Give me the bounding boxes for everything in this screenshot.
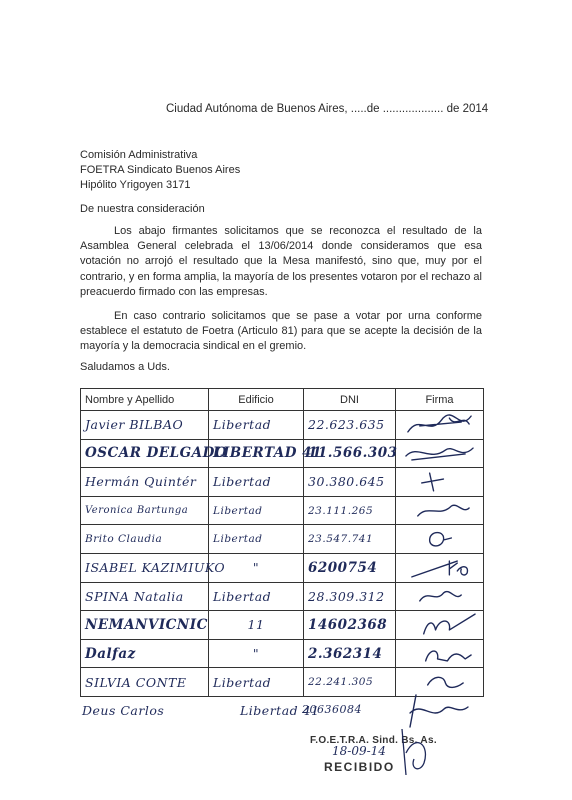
stamp-label: RECIBIDO xyxy=(324,760,395,774)
table-row xyxy=(81,496,484,525)
signer-signature xyxy=(396,468,484,497)
signer-signature xyxy=(396,439,484,468)
column-header-building: Edificio xyxy=(209,389,304,411)
table-row xyxy=(81,439,484,468)
signer-building: Libertad xyxy=(209,582,304,611)
dateline: Ciudad Autónoma de Buenos Aires, .....de ................... de 2014 xyxy=(166,103,489,115)
table-row xyxy=(81,553,484,582)
signer-name: OSCAR DELGADO xyxy=(81,439,209,468)
signer-building: Libertad xyxy=(209,411,304,440)
signer-name: Deus Carlos xyxy=(82,703,165,718)
signer-signature xyxy=(396,496,484,525)
signer-dni: 23.111.265 xyxy=(304,496,396,525)
recipient-line-1: Comisión Administrativa xyxy=(80,149,198,161)
signer-building: Libertad xyxy=(209,525,304,554)
signer-name: Javier BILBAO xyxy=(81,411,209,440)
signer-signature xyxy=(396,582,484,611)
body-paragraph-1: Los abajo firmantes solicitamos que se reconozca el resultado de la Asamblea General celebrada el 13/06/2014 donde consideramos que esa votación no arrojó el resultado que la Mesa manifestó, sino que, muy por el contrario, y en forma amplia, la mayoría de los presentes votaron por el rechazo al preacuerdo firmado con las empresas. xyxy=(80,225,482,298)
table-row xyxy=(81,639,484,668)
signer-dni: 2.362314 xyxy=(304,639,396,668)
signer-dni: 20636084 xyxy=(302,703,362,716)
table-header-row xyxy=(81,389,484,411)
table-row xyxy=(81,468,484,497)
signer-building: Libertad xyxy=(209,468,304,497)
recipient-line-2: FOETRA Sindicato Buenos Aires xyxy=(80,164,241,176)
signer-name: NEMANVICNIC xyxy=(81,611,209,640)
table-row xyxy=(81,525,484,554)
signer-dni: 30.380.645 xyxy=(304,468,396,497)
column-header-name: Nombre y Apellido xyxy=(81,389,209,411)
table-row xyxy=(81,411,484,440)
signer-name: Hermán Quintér xyxy=(81,468,209,497)
recipient-line-3: Hipólito Yrigoyen 3171 xyxy=(80,179,191,191)
stamp-date: 18-09-14 xyxy=(332,744,386,758)
recipient-block xyxy=(80,148,240,193)
signer-dni: 28.309.312 xyxy=(304,582,396,611)
signer-dni: 14602368 xyxy=(304,611,396,640)
signer-dni: 23.547.741 xyxy=(304,525,396,554)
signer-dni: 11.566.303 xyxy=(304,439,396,468)
signer-dni: 6200754 xyxy=(304,553,396,582)
stamp-organization: F.O.E.T.R.A. Sind. Bs. As. xyxy=(310,735,437,746)
signer-signature xyxy=(396,639,484,668)
signer-name: Dalfaz xyxy=(81,639,209,668)
signer-building: Libertad xyxy=(209,668,304,697)
signer-name: SPINA Natalia xyxy=(81,582,209,611)
body-paragraph-2: En caso contrario solicitamos que se pase a votar por urna conforme establece el estatuto de Foetra (Articulo 81) para que se acepte la decisión de la mayoría y la democracia sindical en el gremio. xyxy=(80,310,482,353)
stamp-signature-scribble xyxy=(394,725,442,780)
extra-signer-entry xyxy=(80,697,483,727)
signer-building: " xyxy=(209,639,304,668)
received-stamp xyxy=(304,735,437,785)
signature-table xyxy=(80,388,484,697)
signer-building: Libertad xyxy=(209,496,304,525)
signer-signature xyxy=(396,611,484,640)
signer-dni: 22.623.635 xyxy=(304,411,396,440)
signer-signature xyxy=(396,525,484,554)
table-row xyxy=(81,611,484,640)
table-row xyxy=(81,582,484,611)
column-header-signature: Firma xyxy=(396,389,484,411)
signer-name: ISABEL KAZIMIUKO xyxy=(81,553,209,582)
signer-name: SILVIA CONTE xyxy=(81,668,209,697)
signer-building: LIBERTAD 41 xyxy=(209,439,304,468)
greeting: De nuestra consideración xyxy=(80,203,205,215)
signer-signature xyxy=(396,411,484,440)
signer-name: Brito Claudia xyxy=(81,525,209,554)
signer-building: Libertad 41 xyxy=(240,703,320,718)
signer-dni: 22.241.305 xyxy=(304,668,396,697)
signer-signature xyxy=(396,553,484,582)
signer-building: " xyxy=(209,553,304,582)
signer-name: Veronica Bartunga xyxy=(81,496,209,525)
column-header-dni: DNI xyxy=(304,389,396,411)
closing: Saludamos a Uds. xyxy=(80,361,170,373)
signer-building: 11 xyxy=(209,611,304,640)
